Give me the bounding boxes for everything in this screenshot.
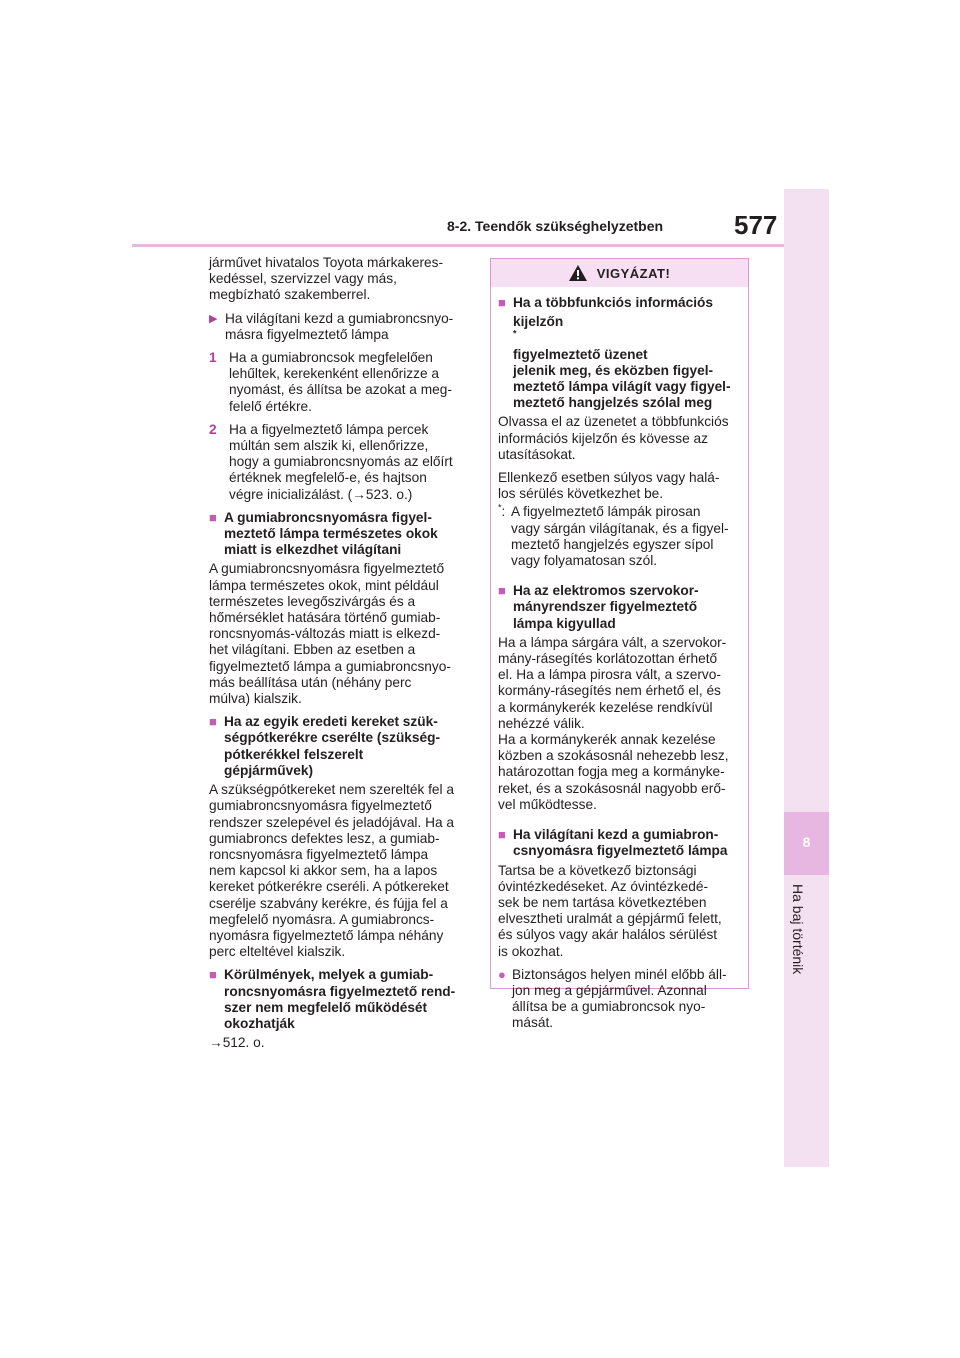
caution-body-injury: Ellenkező esetben súlyos vagy halá- los sérülés következhet be. — [498, 470, 720, 502]
section-heading-conditions: ■ Körülmények, melyek a gumiab- roncsnyomásra figyelmeztető rend- szer nem megfelelő működését okozhatják — [209, 967, 456, 1031]
square-bullet-icon: ■ — [209, 967, 217, 983]
caution-body-read-message: Olvassa el az üzenetet a többfunkciós információs kijelzőn és kövesse az utasításokat. — [498, 414, 729, 462]
triangle-bullet-icon: ▶ — [209, 312, 218, 325]
square-bullet-icon: ■ — [209, 509, 217, 525]
caution-header — [491, 259, 748, 287]
chapter-number: 8 — [802, 834, 811, 850]
square-bullet-icon: ■ — [209, 714, 217, 730]
left-column — [209, 255, 469, 1058]
square-bullet-icon: ■ — [498, 827, 506, 843]
circle-bullet-icon: ● — [498, 966, 506, 982]
caution-heading-power-steering: ■ Ha az elektromos szervokor- mányrendszer figyelmeztető lámpa kigyullad — [498, 583, 699, 631]
section-heading-natural-causes: ■ A gumiabroncsnyomásra figyel- meztető lámpa természetes okok miatt is elkezdhet világítani — [209, 509, 438, 558]
page-number: 577 — [734, 210, 778, 240]
section-title: 8-2. Teendők szükséghelyzetben — [447, 218, 664, 234]
warning-triangle-icon — [569, 265, 587, 281]
square-bullet-icon: ■ — [498, 295, 506, 310]
section-body-natural-causes: A gumiabroncsnyomásra figyelmeztető lámpa természetes okok, mint például természetes levegőszivárgás és a hőmérséklet hatására történő gumiab- roncsnyomás-változás miatt is elkezd- het világítani. Ebben az esetben a figyelmeztető lámpa a gumiabroncsnyo- más beállítása után (néhány perc múlva) kialszik. — [209, 561, 451, 707]
caution-bullet-stop: ● Biztonságos helyen minél előbb áll- jon meg a gépjárművel. Azonnal állítsa be a gumiabroncsok nyo- mását. — [498, 966, 727, 1031]
caution-heading-tire-pressure: ■ Ha világítani kezd a gumiabron- csnyomásra figyelmeztető lámpa — [498, 827, 728, 859]
caution-title: VIGYÁZAT! — [596, 265, 671, 281]
page-reference-link[interactable]: →512. o. — [209, 1035, 265, 1051]
caution-heading-message: ■ Ha a többfunkciós információs kijelzőn * figyelmeztető üzenet jelenik meg, és eközben figyel- meztető lámpa világít vagy figyel- meztető hangjelzés szólal meg — [498, 295, 731, 411]
caution-footnote: *: A figyelmeztető lámpák pirosan vagy sárgán világítanak, és a figyel- meztető hangjelzés egyszer sípol vagy folyamatosan szól. — [498, 502, 729, 569]
step-2: 2 Ha a figyelmeztető lámpa percek múltán sem alszik ki, ellenőrizze, hogy a gumiabroncsnyomás az előírt értéknek megfelelő-e, és hajtson végre inicializálást. (→523. o.) — [209, 421, 453, 502]
step-1: 1 Ha a gumiabroncsok megfelelően lehűltek, kerekenként ellenőrizze a nyomást, és állítsa be azokat a meg- felelő értékre. — [209, 350, 452, 414]
caution-box — [490, 258, 749, 1031]
intro-paragraph: járművet hivatalos Toyota márkakeres- kedéssel, szervizzel vagy más, megbízható szakemberrel. — [209, 255, 444, 303]
caution-body-power-steering: Ha a lámpa sárgára vált, a szervokor- mány-rásegítés korlátozottan érhető el. Ha a lámpa pirosra vált, a szervo- kormány-rásegítés nem érhető el, és a kormánykerék kezelése rendkívül nehézzé válik. Ha a kormánykerék annak kezelése közben a szokásosnál nehezebb lesz, határozottan fogja meg a kormányke- reket, és a szokásosnál nagyobb erő- vel működtesse. — [498, 634, 729, 812]
procedure-heading: ▶ Ha világítani kezd a gumiabroncsnyo- másra figyelmeztető lámpa — [209, 310, 454, 342]
chapter-title: Ha baj történik — [790, 884, 806, 975]
caution-body-tire-pressure: Tartsa be a következő biztonsági óvintézkedéseket. Az óvintézkedé- sek be nem tartása következtében elvesztheti uralmát a gépjármű felett, és súlyos vagy akár halálos sérülést is okozhat. — [498, 862, 722, 959]
square-bullet-icon: ■ — [498, 583, 506, 599]
section-body-spare-wheel: A szükségpótkereket nem szerelték fel a gumiabroncsnyomásra figyelmeztető rendszer szelepével és jeladójával. Ha a gumiabroncs defektes lesz, a gumiab- roncsnyomásra figyelmeztető lámpa nem kapcsol ki akkor sem, ha a lapos kereket pótkerékre cseréli. A pótkereket cserélje szabvány kerékre, és fújja fel a megfelelő nyomásra. A gumiabroncs- nyomásra figyelmeztető lámpa néhány perc elteltével kialszik. — [209, 782, 454, 960]
side-tab — [784, 189, 829, 1167]
section-heading-spare-wheel: ■ Ha az egyik eredeti kereket szük- ségpótkerékre cserélte (szükség- pótkerékkel felszerelt gépjárművek) — [209, 714, 441, 778]
header-rule — [132, 244, 784, 247]
